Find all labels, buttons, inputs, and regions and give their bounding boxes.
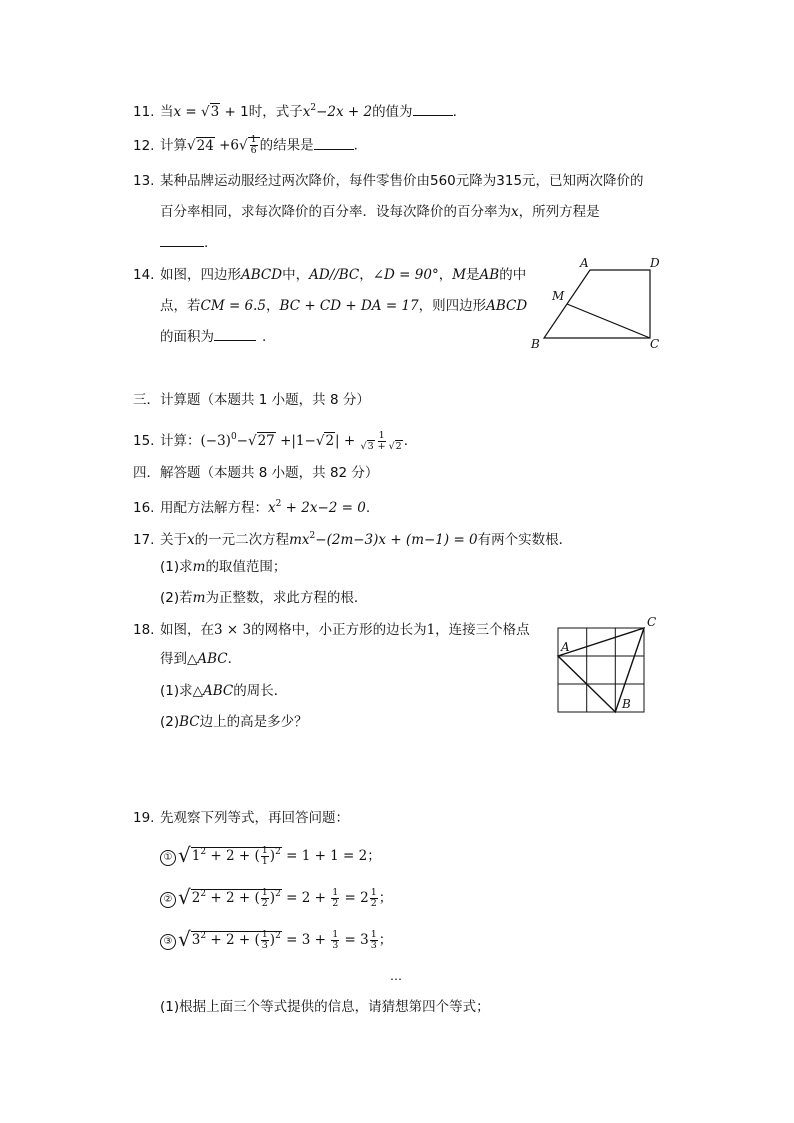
segment-cm — [567, 304, 650, 338]
question-19: 19. 先观察下列等式，再回答问题： — [133, 810, 349, 826]
label-b: B — [622, 697, 631, 711]
question-18-line-2: 得到△ABC． — [160, 651, 242, 667]
trapezoid-figure — [528, 254, 668, 352]
question-18-part-1: (1)求△ABC的周长． — [160, 683, 288, 699]
label-a: A — [561, 640, 570, 654]
section-4-heading: 四．解答题（本题共 8 小题，共 82 分） — [133, 465, 379, 481]
ellipsis: … — [390, 969, 402, 983]
section-3-heading: 三．计算题（本题共 1 小题，共 8 分） — [133, 392, 370, 408]
label-c: C — [647, 615, 657, 629]
label-c: C — [650, 337, 660, 351]
question-15: 15. 计算：$(-3)^0-√27 +|1-√2|$ + $\frac{1}{√3 + √2}$ . — [133, 429, 409, 452]
label-b: B — [531, 337, 540, 351]
question-13-line-3: . — [160, 234, 208, 252]
grid-figure — [550, 614, 668, 718]
question-13: 13. 某种品牌运动服经过两次降价，每件零售价由560元降为315元，已知两次降价的 — [133, 173, 644, 189]
question-13-line-2: 百分率相同，求每次降价的百分率．设每次降价的百分率为x，所列方程是 — [160, 204, 600, 220]
answer-blank — [214, 328, 256, 341]
question-14: 14. 如图，四边形ABCD中，AD//BC，∠D = 90°，M是AB的中 — [133, 267, 527, 283]
question-17-part-2: (2)若m为正整数，求此方程的根． — [160, 590, 368, 606]
question-18: 18. 如图，在3 × 3的网格中，小正方形的边长为1，连接三个格点 — [133, 622, 530, 638]
question-14-line-3: 的面积为 . — [160, 329, 267, 345]
question-12: 12. 计算√24 +6√ $\frac{1}{6}$ 的结果是 . — [133, 134, 358, 156]
label-d: D — [650, 256, 660, 270]
question-17: 17. 关于x的一元二次方程$mx^2-(2m-3)x + (m-1) = 0$有两个实数根． — [133, 531, 573, 548]
question-18-part-2: (2)BC边上的高是多少？ — [160, 714, 308, 730]
question-19-part-1: (1)根据上面三个等式提供的信息，请猜想第四个等式； — [160, 999, 490, 1015]
answer-blank — [413, 103, 453, 116]
question-17-part-1: (1)求m的取值范围； — [160, 559, 287, 575]
equation-2: ② $√2^2 + 2$ + ( $\frac{1}{2}$ )$^2$ = 2 + $\frac{1}{2}$ = 2 $\frac{1}{2}$ ； — [160, 885, 392, 909]
equation-3: ③ $√3^2 + 2$ + ( $\frac{1}{3}$ )$^2$ = 3 + $\frac{1}{3}$ = 3 $\frac{1}{3}$ ； — [160, 927, 392, 951]
triangle-abc — [558, 628, 644, 712]
question-16: 16. 用配方法解方程：$x^2 + 2x-2 = 0$. — [133, 499, 371, 516]
quadrilateral-abcd — [544, 270, 650, 338]
question-14-line-2: 点，若CM = 6.5，BC + CD + DA = 17，则四边形ABCD — [160, 298, 528, 314]
label-a: A — [580, 256, 589, 270]
question-11: 11. 当x = √3 + 1时，式子$x^2-2x + 2$的值为 . — [133, 103, 457, 120]
answer-blank — [160, 234, 204, 247]
label-m: M — [552, 289, 565, 303]
equation-1: ① $√1^2 + 2$ + ( $\frac{1}{1}$ )$^2$ = 1 + 1 = 2； — [160, 843, 381, 867]
answer-blank — [314, 137, 354, 150]
grid-3x3 — [558, 628, 644, 712]
